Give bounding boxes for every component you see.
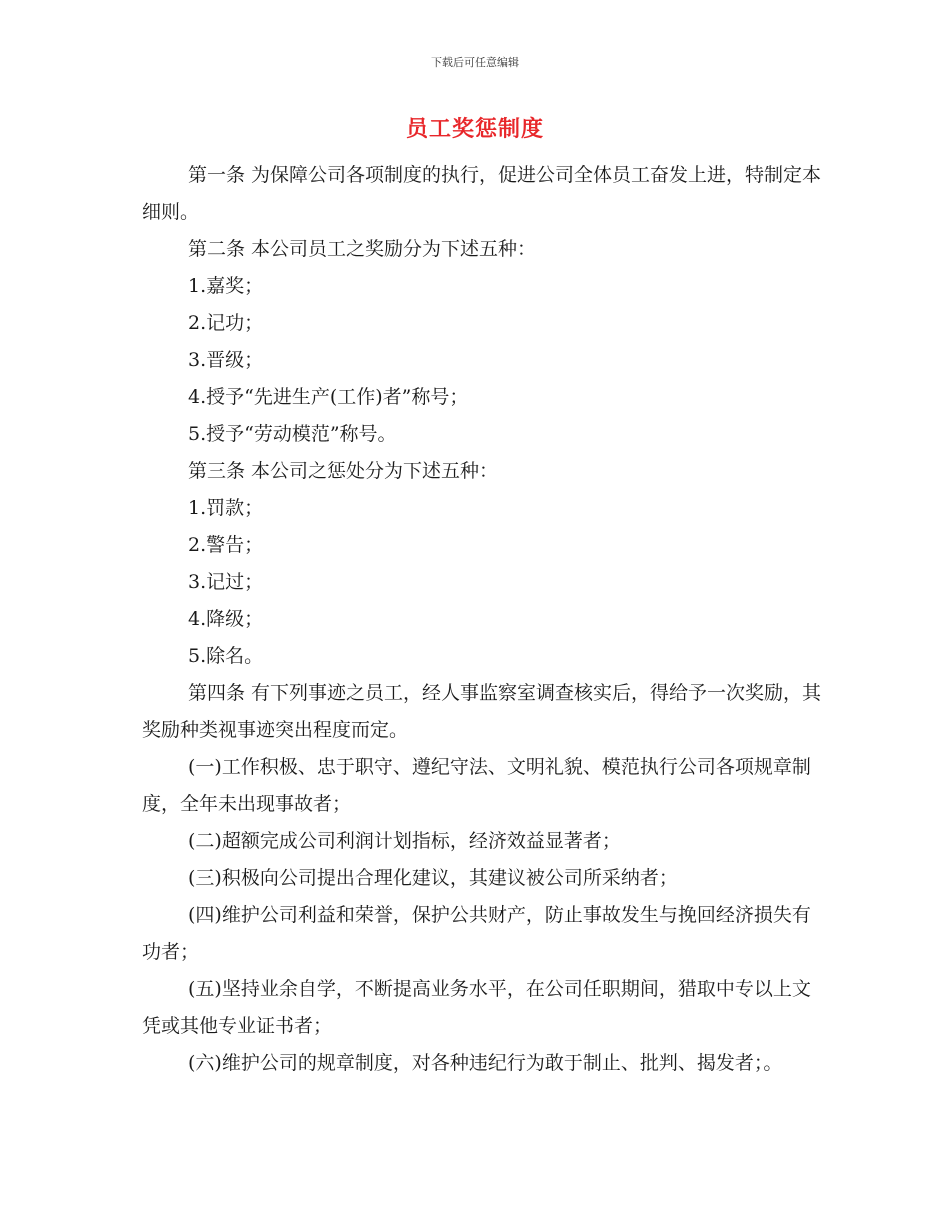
paragraph: 第四条 有下列事迹之员工，经人事监察室调查核实后，得给予一次奖励，其奖励种类视事迹突出程度而定。 — [142, 682, 822, 741]
list-item: (四)维护公司利益和荣誉，保护公共财产，防止事故发生与挽回经济损失有功者； — [142, 904, 811, 963]
paragraph: 第三条 本公司之惩处分为下述五种： — [188, 460, 499, 482]
document-body — [142, 157, 822, 1082]
paragraph: 第二条 本公司员工之奖励分为下述五种： — [188, 238, 537, 260]
list-item: (一)工作积极、忠于职守、遵纪守法、文明礼貌、模范执行公司各项规章制度，全年未出现事故者； — [142, 756, 811, 815]
list-item: (五)坚持业余自学，不断提高业务水平，在公司任职期间，猎取中专以上文凭或其他专业证书者； — [142, 978, 811, 1037]
list-item: 4.授予“先进生产(工作)者”称号； — [188, 386, 469, 408]
list-item: 2.警告； — [188, 534, 264, 556]
list-item: 4.降级； — [188, 608, 264, 630]
list-item: 2.记功； — [188, 312, 264, 334]
list-item: 5.授予“劳动模范”称号。 — [188, 423, 397, 445]
document-title: 员工奖惩制度 — [405, 117, 544, 142]
list-item: 1.罚款； — [188, 497, 264, 519]
list-item: (六)维护公司的规章制度，对各种违纪行为敢于制止、批判、揭发者；。 — [188, 1052, 783, 1074]
list-item: (三)积极向公司提出合理化建议，其建议被公司所采纳者； — [188, 867, 678, 889]
list-item: (二)超额完成公司利润计划指标，经济效益显著者； — [188, 830, 621, 852]
list-item: 1.嘉奖； — [188, 275, 264, 297]
header-note: 下载后可任意编辑 — [431, 56, 519, 69]
list-item: 5.除名。 — [188, 645, 264, 667]
list-item: 3.记过； — [188, 571, 264, 593]
paragraph: 第一条 为保障公司各项制度的执行，促进公司全体员工奋发上进，特制定本细则。 — [142, 164, 822, 223]
list-item: 3.晋级； — [188, 349, 264, 371]
